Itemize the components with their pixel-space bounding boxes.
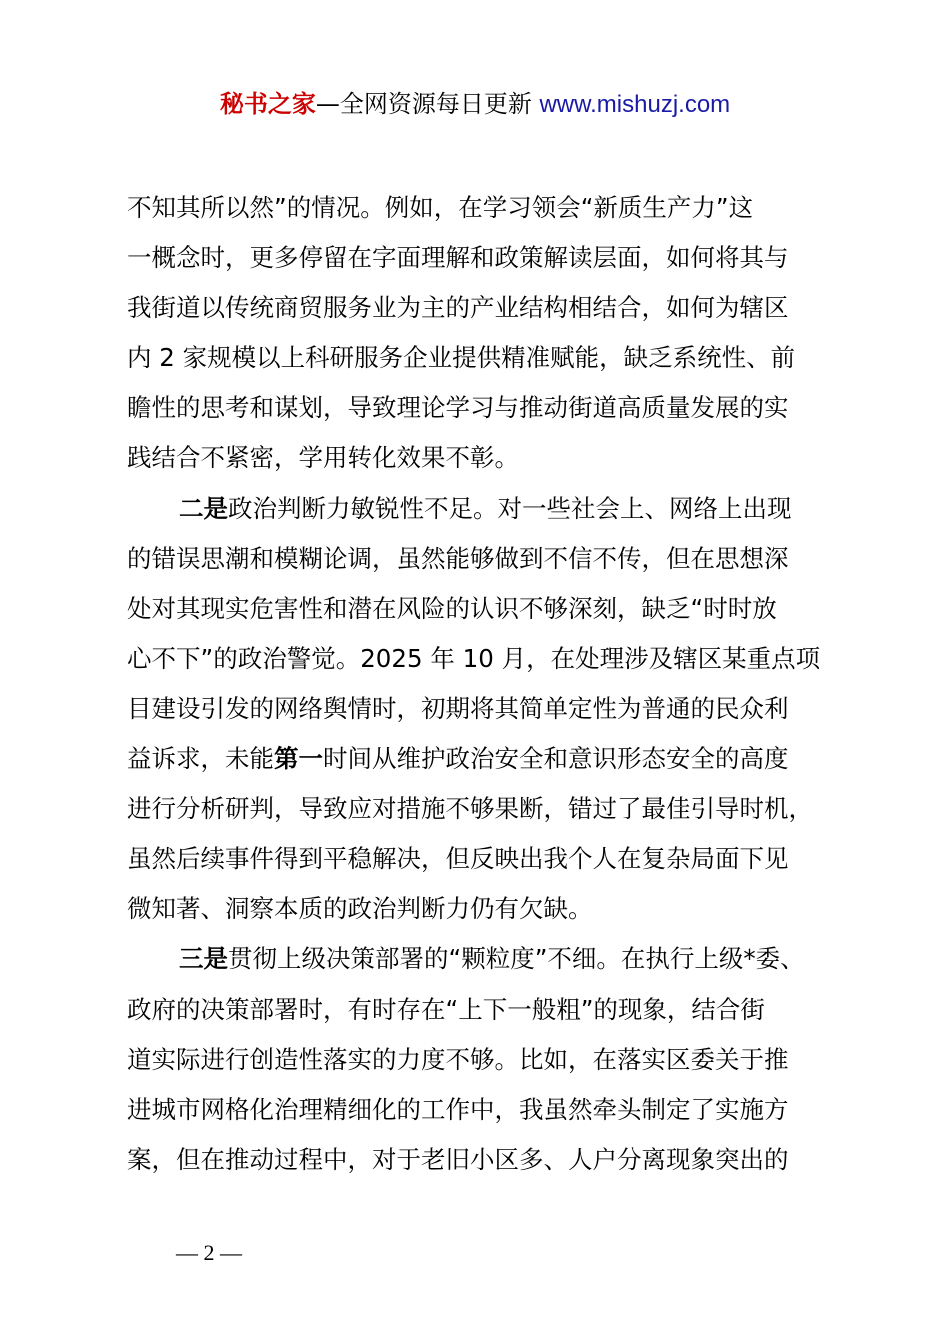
paragraph-1 [127,183,827,484]
paragraph-first-line [127,934,827,984]
text-line-with-emphasis [127,734,827,784]
text-line: 政府的决策部署时，有时存在“上下一般粗”的现象，结合街 [127,994,765,1024]
text-line: 微知著、洞察本质的政治判断力仍有欠缺。 [127,894,593,924]
site-tagline: —全网资源每日更新 [315,90,540,118]
document-body [127,183,827,1185]
paragraph-lead: 三是 [179,944,228,974]
document-header [0,88,950,121]
text-segment: 时间从维护政治安全和意识形态安全的高度 [323,744,789,774]
text-segment: 贯彻上级决策部署的“颗粒度”不细。在执行上级*委、 [228,944,805,974]
text-line: 道实际进行创造性落实的力度不够。比如，在落实区委关于推 [127,1044,789,1074]
text-line: 处对其现实危害性和潜在风险的认识不够深刻，缺乏“时时放 [127,593,777,623]
text-line: 虽然后续事件得到平稳解决，但反映出我个人在复杂局面下见 [127,844,789,874]
paragraph-3 [127,934,827,1184]
text-line: 进城市网格化治理精细化的工作中，我虽然牵头制定了实施方 [127,1094,789,1124]
text-segment: 政治判断力敏锐性不足。对一些社会上、网络上出现 [228,493,792,523]
text-line: 目建设引发的网络舆情时，初期将其简单定性为普通的民众利 [127,693,789,723]
emphasis-text: 第一 [274,744,323,774]
page-number: — 2 — [176,1240,242,1265]
text-line: 案，但在推动过程中，对于老旧小区多、人户分离现象突出的 [127,1144,789,1174]
text-line: 进行分析研判，导致应对措施不够果断，错过了最佳引导时机， [127,794,813,824]
site-name: 秘书之家 [219,90,316,118]
paragraph-2 [127,484,827,935]
text-line: 不知其所以然”的情况。例如，在学习领会“新质生产力”这 [127,193,754,222]
text-line: 内 2 家规模以上科研服务企业提供精准赋能，缺乏系统性、前 [127,343,796,373]
paragraph-first-line [127,484,827,534]
site-url-link[interactable]: www.mishuzj.com [539,91,731,118]
text-line: 一概念时，更多停留在字面理解和政策解读层面，如何将其与 [127,243,789,273]
text-line: 的错误思潮和模糊论调，虽然能够做到不信不传，但在思想深 [127,543,789,573]
text-line: 践结合不紧密，学用转化效果不彰。 [127,443,519,473]
text-segment: 益诉求，未能 [127,744,274,774]
text-line: 心不下”的政治警觉。2025 年 10 月，在处理涉及辖区某重点项 [127,643,821,673]
paragraph-lead: 二是 [179,493,228,523]
text-line: 瞻性的思考和谋划，导致理论学习与推动街道高质量发展的实 [127,393,789,423]
text-line: 我街道以传统商贸服务业为主的产业结构相结合，如何为辖区 [127,293,789,323]
